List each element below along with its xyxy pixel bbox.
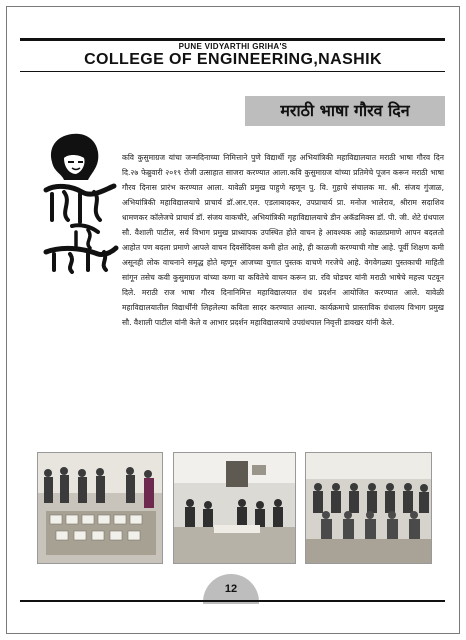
header-rule	[20, 71, 445, 72]
event-photo-guests	[173, 452, 296, 564]
college-name: COLLEGE OF ENGINEERING,NASHIK	[84, 51, 382, 68]
institution-name: PUNE VIDYARTHI GRIHA'S	[178, 42, 288, 51]
bottom-rule	[20, 600, 445, 602]
article-title-banner	[245, 96, 445, 126]
article-body	[62, 150, 444, 330]
article-paragraph: कवि कुसुमाग्रज यांचा जन्मदिनाच्या निमित्ताने पुणे विद्यार्थी गृह अभियांत्रिकी महाविद्यालयात मराठी भाषा गौरव दिन दि.२७ फेब्रुवारी २०१९ रोजी उत्साहात साजरा करण्यात आला.कवि कुसुमाग्रज यांच्या प्रतिमेचे पूजन करून मराठी भाषा गौरव दिनास प्रारंभ करण्यात आला. यावेळी प्रमुख पाहुणे म्हणून पु. वि. गुहाचे संचालक मा. श्री. संजय गुंजाळ, अभियांत्रिकी महाविद्यालयाचे प्राचार्य डॉ.आर.एल. एडलाबादकर, उपप्राचार्य प्रा. मनोज भालेराव, श्रीराम सदाशिव धामणकर कॉलेजचे प्राचार्य डॉ. संजय वाकचौरे, अभियांत्रिकी महाविद्यालयाचे डीन अकॅडमिक्स डॉ. पी. जी. शेटे ग्रंथपाल सौ. वैशाली पाटील, सर्व विभाग प्रमुख प्राध्यापक उपस्थित होते वाचन हे आवश्यक आहे काळाप्रमाणे आपन बदलतो आहोत पण बदला प्रमाणे आपले वाचन दिवसेंदिवस कमी होत आहे, ही काळजी करण्याची गोष्ट आहे. पूर्वी शिक्षण कमी असूनही लोक वाचनाने समृद्ध होते म्हणून आजच्या युगात पुस्तक वाचणे गरजेचे आहे. वेगवेगळ्या पुस्तकाची माहिती सांगून तसेच कवी कुसुमाग्रज यांच्या कणा या कवितेचे वाचन करून प्रा. रवि घोडचर यांनी मराठी भाषेचे महत्त्व पटवून दिले. मराठी राज भाषा गौरव दिनानिमित्त महाविद्यालयात ग्रंथ प्रदर्शन आयोजित करण्यात आले. यावेळी महाविद्यालयातील विद्यार्थींनी लिहलेल्या कविता सादर करण्यात आल्या. कार्यक्रमाचे प्रास्ताविक ग्रंथालय विभाग प्रमुख सौ. वैशाली पाटील यांनी केले व आभार प्रदर्शन महाविद्यालयाचे उपग्रंथपाल निवृत्ती डावखर यांनी केले.	[122, 153, 444, 327]
page-number: 12	[203, 574, 259, 604]
top-rule	[20, 38, 445, 41]
article-title: मराठी भाषा गौरव दिन	[280, 101, 410, 120]
event-photo-group	[305, 452, 432, 564]
event-photo-book-exhibition	[37, 452, 163, 564]
